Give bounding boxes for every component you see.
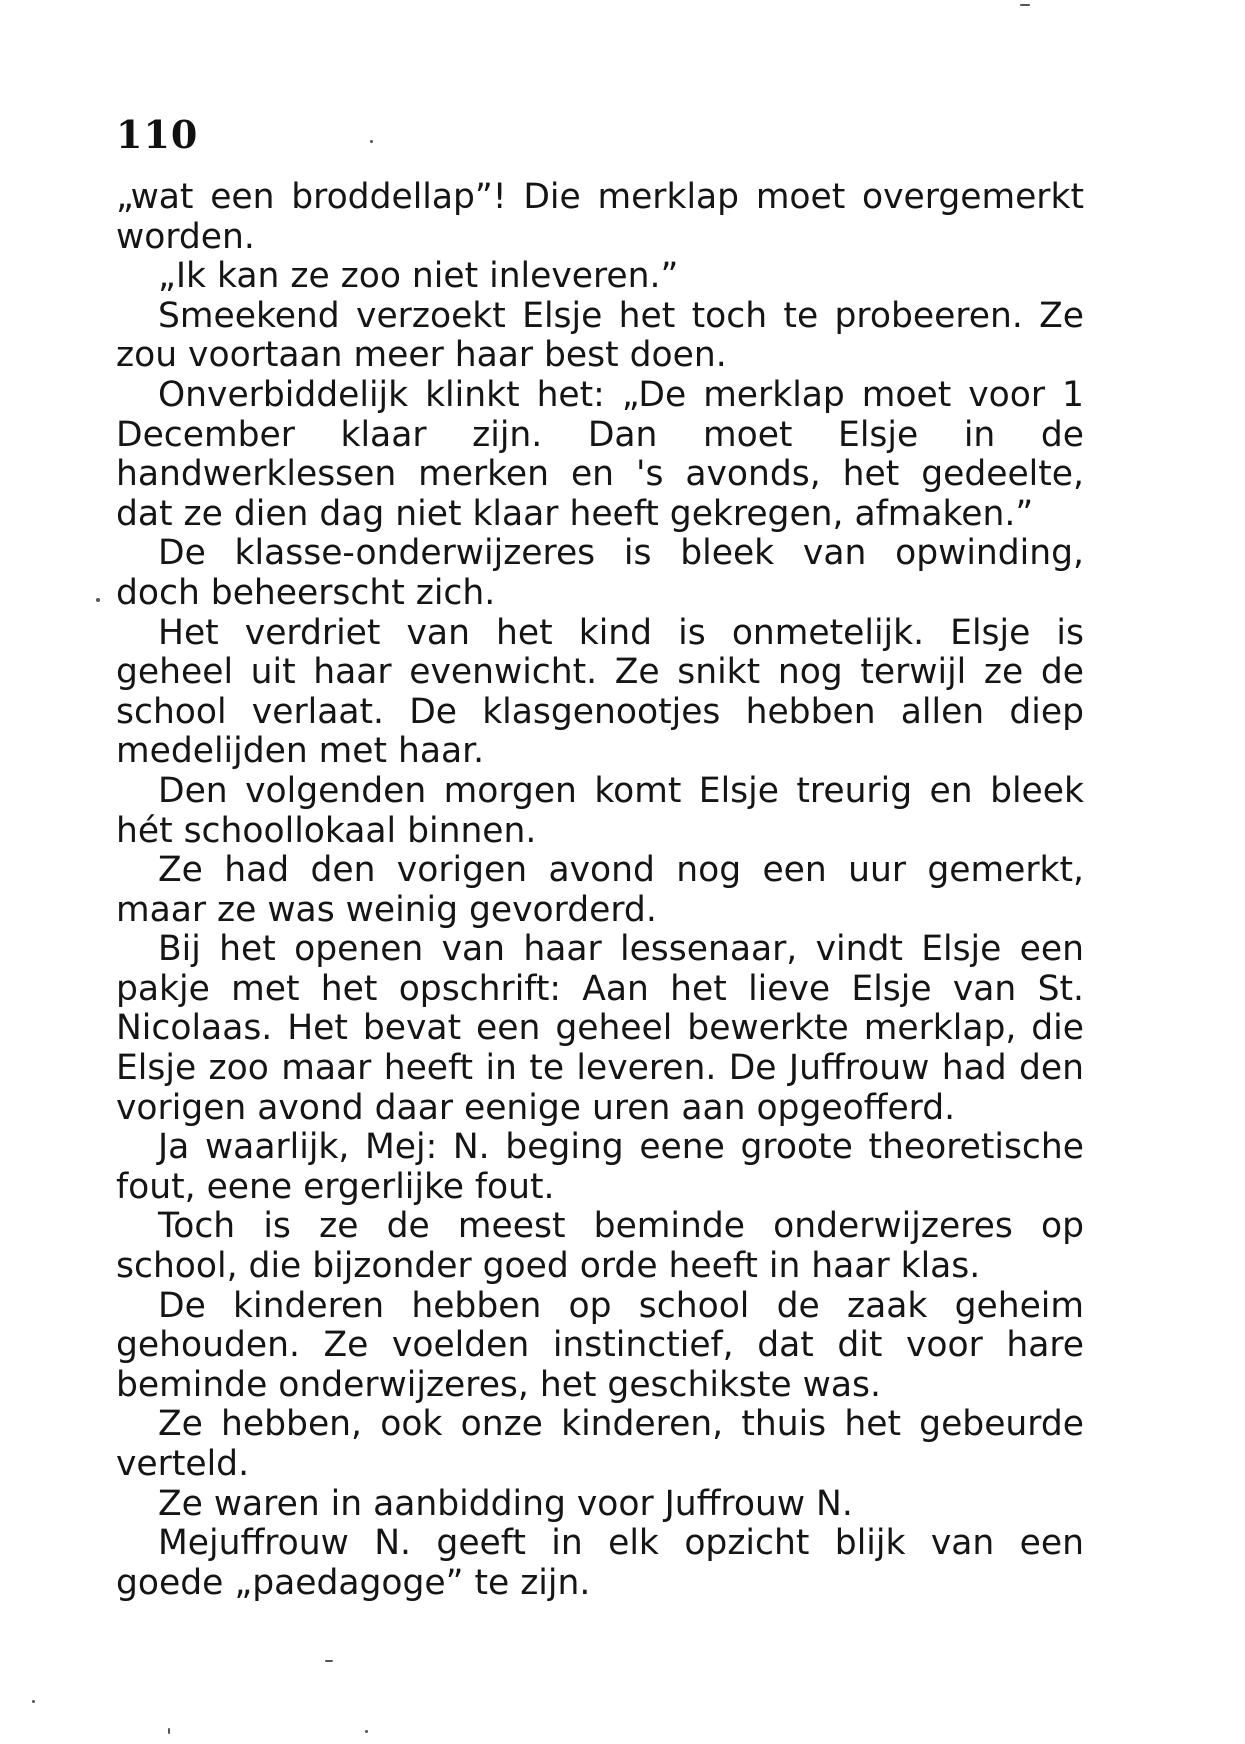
- paragraph: De kinderen hebben op school de zaak geheim gehouden. Ze voelden instinctief, dat dit voor hare beminde onderwijzeres, het geschikste was.: [116, 1285, 1084, 1405]
- paragraph: De klasse-onderwijzeres is bleek van opwinding, doch beheerscht zich.: [116, 533, 1084, 613]
- page-number: 110: [116, 112, 199, 157]
- paragraph: „wat een broddellap”! Die merklap moet overgemerkt worden.: [116, 177, 1084, 257]
- paragraph: Mejuffrouw N. geeft in elk opzicht blijk van een goede „paedagoge” te zijn.: [116, 1523, 1084, 1603]
- print-speck: [1020, 4, 1030, 6]
- print-speck: [96, 598, 100, 602]
- print-speck: [168, 1728, 170, 1734]
- paragraph: „Ik kan ze zoo niet inleveren.”: [158, 256, 679, 297]
- paragraph: Het verdriet van het kind is onmetelijk. Elsje is geheel uit haar evenwicht. Ze snikt nog terwijl ze de school verlaat. De klasgenootjes hebben allen diep medelijden met haar.: [116, 612, 1084, 772]
- paragraph: Bij het openen van haar lessenaar, vindt Elsje een pakje met het opschrift: Aan het lieve Elsje van St. Nicolaas. Het bevat een geheel bewerkte merklap, die Elsje zoo maar heeft in te leveren. De Juffrouw had den vorigen avond daar eenige uren aan opgeofferd.: [116, 929, 1084, 1128]
- paragraph: Smeekend verzoekt Elsje het toch te probeeren. Ze zou voortaan meer haar best doen.: [116, 295, 1084, 376]
- print-speck: [365, 1730, 368, 1733]
- paragraph: Den volgenden morgen komt Elsje treurig en bleek hét schoollokaal binnen.: [116, 770, 1084, 851]
- print-speck: [370, 140, 373, 143]
- print-speck: [325, 1660, 333, 1662]
- print-speck: [32, 1700, 35, 1703]
- paragraph: Ja waarlijk, Mej: N. beging eene groote theoretische fout, eene ergerlijke fout.: [116, 1127, 1084, 1207]
- paragraph: Ze hebben, ook onze kinderen, thuis het gebeurde verteld.: [116, 1404, 1084, 1484]
- paragraph: Toch is ze de meest beminde onderwijzeres op school, die bijzonder goed orde heeft in haar klas.: [116, 1206, 1084, 1287]
- paragraph: Ze had den vorigen avond nog een uur gemerkt, maar ze was weinig gevorderd.: [116, 850, 1084, 930]
- paragraph: Ze waren in aanbidding voor Juffrouw N.: [158, 1483, 853, 1524]
- body-text: [116, 178, 1084, 1603]
- paragraph: Onverbiddelijk klinkt het: „De merklap moet voor 1 December klaar zijn. Dan moet Elsje in de handwerklessen merken en 's avonds, het gedeelte, dat ze dien dag niet klaar heeft gekregen, afmaken.”: [116, 374, 1084, 534]
